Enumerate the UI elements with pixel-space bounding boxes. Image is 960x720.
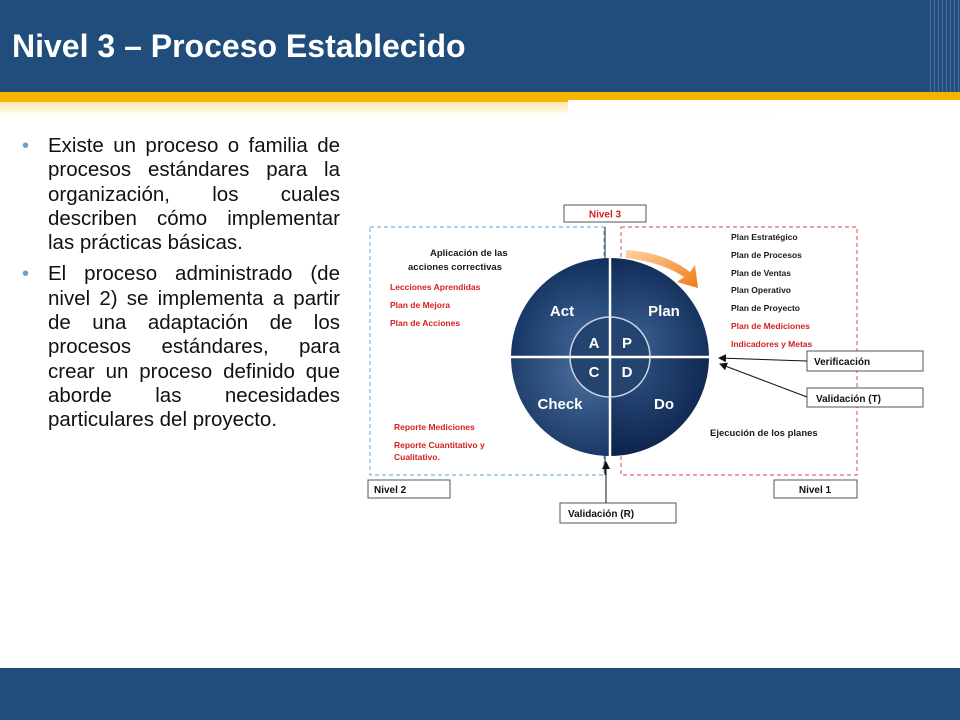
header-decoration xyxy=(930,0,960,92)
plan-de-mejora: Plan de Mejora xyxy=(390,300,450,310)
pdca-diagram xyxy=(364,200,930,530)
validacion-r-box xyxy=(560,503,676,523)
bullet-text: El proceso administrado (de nivel 2) se implementa a partir de una adaptación de los procesos estándares, para crear un proceso definido que aborde las necesidades particulares del proyecto. xyxy=(48,262,340,432)
plan-item: Plan de Ventas xyxy=(731,268,791,278)
bullet-dot-icon: • xyxy=(22,135,30,157)
plan-label: Plan xyxy=(648,303,680,320)
pdca-circle xyxy=(511,258,709,456)
reporte-cuantitativo-line-2: Cualitativo. xyxy=(394,452,440,462)
letter-d: D xyxy=(621,364,633,381)
do-label: Do xyxy=(654,396,674,413)
verificacion-arrow-icon xyxy=(719,358,807,361)
nivel1-label: Nivel 1 xyxy=(798,485,832,496)
ejecucion-label: Ejecución de los planes xyxy=(710,428,818,439)
letter-c: C xyxy=(588,364,600,381)
letter-p: P xyxy=(621,335,633,352)
nivel3-box xyxy=(564,205,646,222)
verificacion-label: Verificación xyxy=(814,357,871,368)
lecciones-aprendidas: Lecciones Aprendidas xyxy=(390,282,481,292)
bullet-dot-icon: • xyxy=(22,263,30,286)
aplicacion-line-2: acciones correctivas xyxy=(408,262,503,273)
bullet-item xyxy=(22,134,340,255)
bullet-item xyxy=(22,262,340,432)
nivel2-label: Nivel 2 xyxy=(374,485,407,496)
aplicacion-line-1: Aplicación de las xyxy=(430,248,508,259)
verificacion-box xyxy=(807,351,923,371)
validacion-r-label: Validación (R) xyxy=(568,509,635,520)
validacion-t-label: Validación (T) xyxy=(816,394,882,405)
nivel1-box xyxy=(774,480,857,498)
nivel2-box xyxy=(368,480,450,498)
slide-header xyxy=(0,0,960,92)
header-step-2 xyxy=(773,112,960,126)
bullet-list xyxy=(22,134,340,440)
plan-item: Plan de Proyecto xyxy=(731,303,800,313)
plan-items-list xyxy=(731,232,813,349)
plan-item: Plan Estratégico xyxy=(731,232,798,242)
reporte-cuantitativo-line-1: Reporte Cuantitativo y xyxy=(394,440,485,450)
plan-de-acciones: Plan de Acciones xyxy=(390,318,461,328)
reporte-mediciones: Reporte Mediciones xyxy=(394,422,475,432)
bullet-text: Existe un proceso o familia de procesos estándares para la organización, los cuales describen cómo implementar las prácticas básicas. xyxy=(48,134,340,255)
validacion-t-arrow-icon xyxy=(720,364,807,397)
plan-item: Indicadores y Metas xyxy=(731,339,813,349)
check-label: Check xyxy=(537,396,583,413)
nivel3-label: Nivel 3 xyxy=(588,209,622,221)
plan-item: Plan de Procesos xyxy=(731,250,802,260)
plan-item: Plan de Mediciones xyxy=(731,321,810,331)
plan-item: Plan Operativo xyxy=(731,285,791,295)
act-label: Act xyxy=(549,303,575,320)
validacion-t-box xyxy=(807,388,923,407)
slide-footer xyxy=(0,668,960,720)
letter-a: A xyxy=(588,335,600,352)
slide-title: Nivel 3 – Proceso Establecido xyxy=(12,28,466,64)
